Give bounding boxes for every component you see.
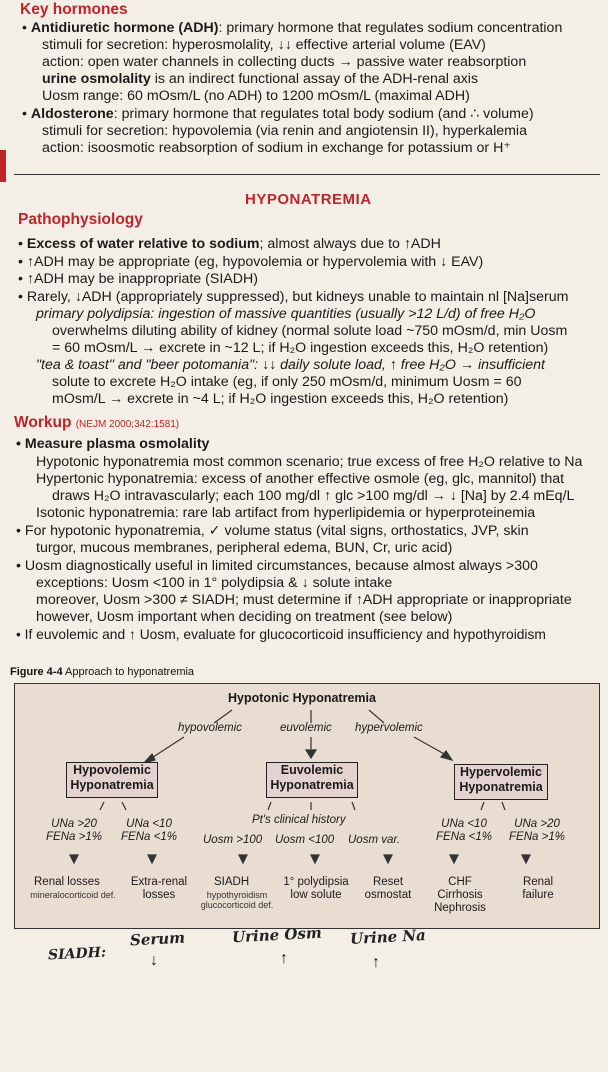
patho-b3: • ↑ADH may be inappropriate (SIADH) xyxy=(18,271,258,287)
fig-out-poly: 1° polydipsia low solute xyxy=(283,876,349,901)
workup-l12: • If euvolemic and ↑ Uosm, evaluate for glucocorticoid insufficiency and hypothyroidism xyxy=(16,627,546,643)
fig-out-chf: CHF Cirrhosis Nephrosis xyxy=(434,876,486,914)
urine-osm-line: urine osmolality is an indirect functional assay of the ADH-renal axis xyxy=(42,71,479,87)
workup-l10: moreover, Uosm >300 ≠ SIADH; must determine if ↑ADH appropriate or inappropriate xyxy=(36,592,572,608)
fig-branch-hyper: hypervolemic xyxy=(355,722,423,734)
handwritten-serum: Serum xyxy=(129,928,186,950)
workup-l11: however, Uosm important when deciding on treatment (see below) xyxy=(36,609,453,625)
handwritten-urine-osm: Urine Osm xyxy=(231,923,323,947)
handwritten-urine-na: Urine Na xyxy=(349,926,427,948)
node-euvolemic: Euvolemic Hyponatremia xyxy=(266,762,358,798)
page-edge-tab xyxy=(0,150,6,182)
key-hormones-heading: Key hormones xyxy=(20,1,128,18)
fig-out-extra: Extra-renal losses xyxy=(130,876,188,901)
handwritten-up-arrow-1: ↑ xyxy=(280,950,288,967)
fig-hypo-right: UNa <10 FENa <1% xyxy=(121,818,177,843)
fig-eu-c: Uosm var. xyxy=(348,834,400,846)
section-rule xyxy=(14,174,600,175)
fig-eu-history: Pt's clinical history xyxy=(252,814,346,826)
pathophysiology-heading: Pathophysiology xyxy=(18,211,143,228)
fig-out-renal: Renal losses xyxy=(34,876,100,888)
fig-eu-a: Uosm >100 xyxy=(203,834,263,846)
fig-branch-hypo: hypovolemic xyxy=(178,722,242,734)
fig-out-renal-sub: mineralocorticoid def. xyxy=(30,890,116,900)
figure-caption: Figure 4-4 Approach to hyponatremia xyxy=(10,666,195,678)
node-hypovolemic: Hypovolemic Hyponatremia xyxy=(66,762,158,798)
workup-b1: • Measure plasma osmolality xyxy=(16,436,209,452)
fig-hyper-right: UNa >20 FENa >1% xyxy=(509,818,565,843)
workup-l9: exceptions: Uosm <100 in 1° polydipsia & ↓ solute intake xyxy=(36,575,393,591)
adh-action: action: open water channels in collecting ducts → passive water reabsorption xyxy=(42,54,527,70)
patho-l9: solute to excrete H₂O intake (eg, if only 250 mOsm/d, minimum Uosm = 60 xyxy=(52,374,522,390)
handwritten-siadh: SIADH: xyxy=(47,944,107,964)
handwritten-up-arrow-2: ↑ xyxy=(372,954,380,971)
patho-b4: • Rarely, ↓ADH (appropriately suppressed), but kidneys unable to maintain nl [Na]serum xyxy=(18,289,568,305)
workup-l6: • For hypotonic hyponatremia, ✓ volume status (vital signs, orthostatics, JVP, skin xyxy=(16,523,529,539)
adh-line: • Antidiuretic hormone (ADH): primary hormone that regulates sodium concentration xyxy=(22,20,562,36)
fig-root: Hypotonic Hyponatremia xyxy=(228,691,376,705)
fig-eu-b: Uosm <100 xyxy=(275,834,335,846)
patho-l7: = 60 mOsm/L → excrete in ~12 L; if H₂O ingestion exceeds this, H₂O retention) xyxy=(52,340,549,356)
aldo-action: action: isoosmotic reabsorption of sodium in exchange for potassium or H⁺ xyxy=(42,140,511,156)
fig-hyper-left: UNa <10 FENa <1% xyxy=(436,818,492,843)
adh-stimuli: stimuli for secretion: hyperosmolality, ↓↓ effective arterial volume (EAV) xyxy=(42,37,486,53)
workup-l8: • Uosm diagnostically useful in limited circumstances, because almost always >300 xyxy=(16,558,538,574)
fig-out-siadh: SIADH xyxy=(214,876,250,888)
workup-l5: Isotonic hyponatremia: rare lab artifact from hyperlipidemia or hyperproteinemia xyxy=(36,505,536,521)
aldo-line: • Aldosterone: primary hormone that regulates total body sodium (and ∴ volume) xyxy=(22,106,534,122)
patho-l10: mOsm/L → excrete in ~4 L; if H₂O ingestion exceeds this, H₂O retention) xyxy=(52,391,509,407)
patho-b2: • ↑ADH may be appropriate (eg, hypovolemia or hypervolemia with ↓ EAV) xyxy=(18,254,483,270)
node-hypervolemic: Hypervolemic Hyponatremia xyxy=(454,764,548,800)
workup-heading: Workup (NEJM 2000;342:1581) xyxy=(14,414,180,431)
fig-out-siadh-sub: hypothyroidism glucocorticoid def. xyxy=(200,890,274,910)
workup-l3: Hypertonic hyponatremia: excess of another effective osmole (eg, glc, mannitol) that xyxy=(36,471,565,487)
patho-b1: • Excess of water relative to sodium; almost always due to ↑ADH xyxy=(18,236,441,252)
fig-out-renal-failure: Renal failure xyxy=(522,876,554,901)
patho-l8: "tea & toast" and "beer potomania": ↓↓ daily solute load, ↑ free H₂O → insufficient xyxy=(36,357,545,373)
workup-l2: Hypotonic hyponatremia most common scenario; true excess of free H₂O relative to Na xyxy=(36,454,583,470)
uosm-range: Uosm range: 60 mOsm/L (no ADH) to 1200 mOsm/L (maximal ADH) xyxy=(42,88,470,104)
workup-l7: turgor, mucous membranes, peripheral edema, BUN, Cr, uric acid) xyxy=(36,540,453,556)
fig-hypo-left: UNa >20 FENa >1% xyxy=(46,818,102,843)
fig-out-reset: Reset osmostat xyxy=(364,876,412,901)
patho-l6: overwhelms diluting ability of kidney (normal solute load ~750 mOsm/d, min Uosm xyxy=(52,323,568,339)
patho-l5: primary polydipsia: ingestion of massive quantities (usually >12 L/d) of free H₂O xyxy=(36,306,536,322)
aldo-stimuli: stimuli for secretion: hypovolemia (via renin and angiotensin II), hyperkalemia xyxy=(42,123,527,139)
workup-l4: draws H₂O intravascularly; each 100 mg/dl ↑ glc >100 mg/dl → ↓ [Na] by 2.4 mEq/L xyxy=(52,488,575,504)
handwritten-down-arrow: ↓ xyxy=(150,952,158,969)
fig-branch-eu: euvolemic xyxy=(280,722,332,734)
section-title: HYPONATREMIA xyxy=(245,191,372,208)
